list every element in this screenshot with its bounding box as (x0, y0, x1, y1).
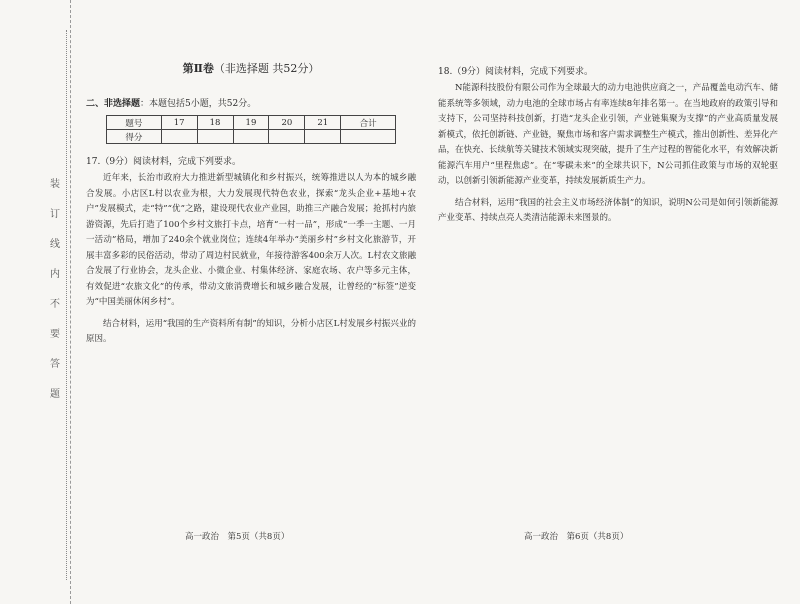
part-heading-text: ：本题包括5小题，共52分。 (140, 99, 257, 109)
score-table-total-label: 合计 (341, 116, 396, 130)
section-title (86, 60, 416, 76)
score-table-number: 20 (269, 116, 305, 130)
page-footer-left: 高一政治 第5页（共8页） (185, 532, 290, 542)
score-cell[interactable] (233, 130, 269, 144)
question-18-ask: 结合材料，运用“我国的社会主义市场经济体制”的知识，说明N公司是如何引领新能源产业变革、持续点亮人类清洁能源未来图景的。 (438, 197, 778, 223)
section-title-main: 第Ⅱ卷 (182, 62, 214, 75)
score-table (106, 115, 396, 144)
score-table-number: 21 (305, 116, 341, 130)
score-cell[interactable] (197, 130, 233, 144)
question-17-material: 近年来，长治市政府大力推进新型城镇化和乡村振兴，统筹推进以人为本的城乡融合发展。小店区L村以农业为根，大力发展现代特色农业，探索“龙头企业+基地+农户”发展模式，走“特”“优”之路，建设现代农业产业园，助推三产融合发展；抢抓村内旅游资源，先后打造了100个乡村文旅打卡点，培育“一村一品”，形成“一季一主题、一月一活动”格局，增加了240余个就业岗位；连续4年举办“美丽乡村”乡村文化旅游节，开展丰富多彩的民俗活动，带动了周边村民就业，年接待游客400余万人次。L村农文旅融合发展了行业协会，龙头企业、小微企业、村集体经济、家庭农场、农户等多元主体，有效促进“农旅文化”的传承，带动文旅消费增长和城乡融合发展，让曾经的“标签”逆变为“中国美丽休闲乡村”。 (86, 173, 416, 307)
left-column (86, 60, 416, 348)
question-18-material: N能源科技股份有限公司作为全球最大的动力电池供应商之一，产品覆盖电动汽车、储能系统等多领域，动力电池的全球市场占有率连续8年排名第一。在当地政府的政策引导和支持下，公司坚持科技创新，打造“龙头企业引领，产业链集聚为支撑”的产业高质量发展新模式，依托创新链、产业链，聚焦市场和客户需求调整生产模式，推出创新性、差异化产品，在快充、长续航等关键技术领域实现突破，提升了生产过程的智能化水平，有效解决新能源汽车用户“里程焦虑”。在“零碳未来”的全球共识下，N公司抓住政策与市场的双轮驱动，以创新引领新能源产业变革，持续发展新质生产力。 (438, 83, 779, 186)
score-table-score-row (107, 130, 396, 144)
right-column (438, 60, 778, 227)
question-17-ask: 结合材料，运用“我国的生产资料所有制”的知识，分析小店区L村发展乡村振兴业的原因。 (86, 318, 416, 344)
score-table-score-label: 得分 (107, 130, 162, 144)
score-cell[interactable] (161, 130, 197, 144)
binding-margin (0, 0, 71, 604)
score-table-header-label: 题号 (107, 116, 162, 130)
binding-warning-text: 装订线内不要答题 (50, 179, 60, 400)
score-table-number: 19 (233, 116, 269, 130)
score-cell[interactable] (269, 130, 305, 144)
part-heading-bold: 二、非选择题 (86, 99, 141, 109)
score-table-header-row (107, 116, 396, 130)
score-table-number: 17 (161, 116, 197, 130)
section-title-sub: （非选择题 共52分） (213, 62, 320, 75)
score-table-number: 18 (197, 116, 233, 130)
score-total-cell[interactable] (341, 130, 396, 144)
part-heading (86, 96, 416, 109)
question-18-head: 18.（9分）阅读材料，完成下列要求。 (438, 67, 594, 77)
question-17-head: 17.（9分）阅读材料，完成下列要求。 (86, 157, 242, 167)
score-cell[interactable] (305, 130, 341, 144)
binding-dotted-line (66, 30, 68, 580)
page-footer-right: 高一政治 第6页（共8页） (524, 532, 629, 542)
